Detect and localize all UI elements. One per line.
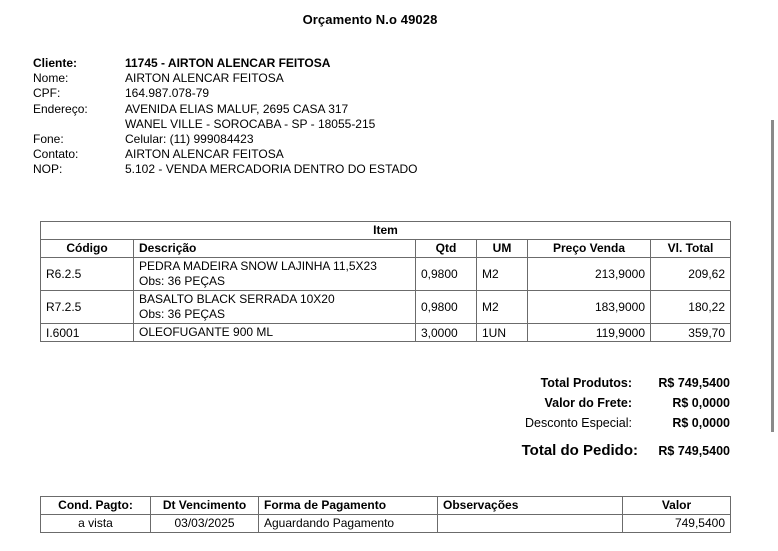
item-obs: Obs: 36 PEÇAS bbox=[139, 274, 226, 288]
item-codigo: I.6001 bbox=[41, 324, 134, 342]
column-header-descricao: Descrição bbox=[134, 240, 416, 258]
customer-value-fone: Celular: (11) 999084423 bbox=[125, 131, 254, 146]
column-header-observacoes: Observações bbox=[438, 497, 623, 515]
total-produtos-value: R$ 749,5400 bbox=[658, 376, 730, 390]
customer-row-contato bbox=[33, 147, 633, 162]
item-descricao-cell bbox=[134, 258, 416, 291]
customer-label-cpf: CPF: bbox=[33, 86, 61, 101]
customer-value-cliente: 11745 - AIRTON ALENCAR FEITOSA bbox=[125, 56, 331, 70]
customer-label-cliente: Cliente: bbox=[33, 56, 78, 70]
customer-row-nome bbox=[33, 71, 633, 86]
item-vl-total: 359,70 bbox=[651, 324, 731, 342]
item-qtd: 0,9800 bbox=[416, 291, 477, 324]
total-pedido-row bbox=[430, 442, 730, 466]
item-descricao: BASALTO BLACK SERRADA 10X20 bbox=[139, 292, 335, 306]
item-table-header-row bbox=[41, 240, 731, 258]
item-um: 1UN bbox=[477, 324, 528, 342]
item-um: M2 bbox=[477, 291, 528, 324]
table-row bbox=[41, 258, 731, 291]
totals-block bbox=[430, 376, 730, 466]
vertical-scrollbar[interactable] bbox=[768, 0, 778, 551]
table-row bbox=[41, 324, 731, 342]
column-header-codigo: Código bbox=[41, 240, 134, 258]
item-descricao-cell bbox=[134, 291, 416, 324]
valor-frete-row bbox=[430, 396, 730, 416]
item-qtd: 0,9800 bbox=[416, 258, 477, 291]
payment-table bbox=[40, 496, 731, 533]
item-codigo: R7.2.5 bbox=[41, 291, 134, 324]
column-header-forma-pagamento: Forma de Pagamento bbox=[259, 497, 438, 515]
column-header-dt-vencimento: Dt Vencimento bbox=[151, 497, 259, 515]
item-preco-venda: 119,9000 bbox=[528, 324, 651, 342]
payment-cond-pagto: a vista bbox=[41, 515, 151, 533]
item-obs: Obs: 36 PEÇAS bbox=[139, 307, 226, 321]
customer-label-nop: NOP: bbox=[33, 162, 63, 177]
desconto-especial-label: Desconto Especial: bbox=[524, 416, 632, 430]
valor-frete-value: R$ 0,0000 bbox=[672, 396, 730, 410]
total-pedido-label: Total do Pedido: bbox=[521, 442, 638, 459]
payment-observacoes bbox=[438, 515, 623, 533]
payment-forma-pagamento: Aguardando Pagamento bbox=[259, 515, 438, 533]
customer-value-contato: AIRTON ALENCAR FEITOSA bbox=[125, 147, 284, 162]
column-header-qtd: Qtd bbox=[416, 240, 477, 258]
desconto-especial-row bbox=[430, 416, 730, 436]
item-descricao: PEDRA MADEIRA SNOW LAJINHA 11,5X23 bbox=[139, 259, 377, 273]
customer-value-nome: AIRTON ALENCAR FEITOSA bbox=[125, 71, 284, 86]
item-table-group-header-row bbox=[41, 222, 731, 240]
payment-dt-vencimento: 03/03/2025 bbox=[151, 515, 259, 533]
item-vl-total: 180,22 bbox=[651, 291, 731, 324]
customer-value-cpf: 164.987.078-79 bbox=[125, 86, 210, 101]
payment-table-header-row bbox=[41, 497, 731, 515]
column-header-valor: Valor bbox=[623, 497, 731, 515]
customer-row-cpf bbox=[33, 86, 633, 101]
item-preco-venda: 183,9000 bbox=[528, 291, 651, 324]
customer-row-cliente bbox=[33, 56, 633, 71]
customer-row-endereco-line2 bbox=[33, 117, 633, 132]
item-preco-venda: 213,9000 bbox=[528, 258, 651, 291]
payment-valor: 749,5400 bbox=[623, 515, 731, 533]
item-vl-total: 209,62 bbox=[651, 258, 731, 291]
customer-value-nop: 5.102 - VENDA MERCADORIA DENTRO DO ESTADO bbox=[125, 162, 418, 177]
customer-label-fone: Fone: bbox=[33, 131, 64, 146]
item-um: M2 bbox=[477, 258, 528, 291]
valor-frete-label: Valor do Frete: bbox=[544, 396, 632, 410]
customer-value-endereco-line2: WANEL VILLE - SOROCABA - SP - 18055-215 bbox=[125, 116, 376, 131]
item-qtd: 3,0000 bbox=[416, 324, 477, 342]
total-produtos-row bbox=[430, 376, 730, 396]
desconto-especial-value: R$ 0,0000 bbox=[672, 416, 730, 430]
total-produtos-label: Total Produtos: bbox=[540, 376, 632, 390]
customer-row-fone bbox=[33, 132, 633, 147]
column-header-preco-venda: Preço Venda bbox=[528, 240, 651, 258]
item-codigo: R6.2.5 bbox=[41, 258, 134, 291]
item-table-group-header: Item bbox=[41, 222, 731, 240]
column-header-um: UM bbox=[477, 240, 528, 258]
vertical-scrollbar-thumb[interactable] bbox=[771, 120, 774, 432]
page-title: Orçamento N.o 49028 bbox=[302, 12, 438, 27]
table-row bbox=[41, 291, 731, 324]
item-descricao: OLEOFUGANTE 900 ML bbox=[139, 325, 274, 339]
customer-value-endereco: AVENIDA ELIAS MALUF, 2695 CASA 317 bbox=[125, 101, 349, 116]
column-header-cond-pagto: Cond. Pagto: bbox=[41, 497, 151, 515]
item-descricao-cell bbox=[134, 324, 416, 342]
table-row bbox=[41, 515, 731, 533]
customer-row-endereco bbox=[33, 102, 633, 117]
customer-label-nome: Nome: bbox=[33, 71, 69, 86]
customer-label-endereco: Endereço: bbox=[33, 101, 88, 116]
total-pedido-value: R$ 749,5400 bbox=[658, 444, 730, 458]
customer-info-block bbox=[33, 56, 633, 178]
column-header-vl-total: Vl. Total bbox=[651, 240, 731, 258]
customer-row-nop bbox=[33, 162, 633, 177]
item-table bbox=[40, 221, 731, 342]
customer-label-contato: Contato: bbox=[33, 147, 79, 162]
